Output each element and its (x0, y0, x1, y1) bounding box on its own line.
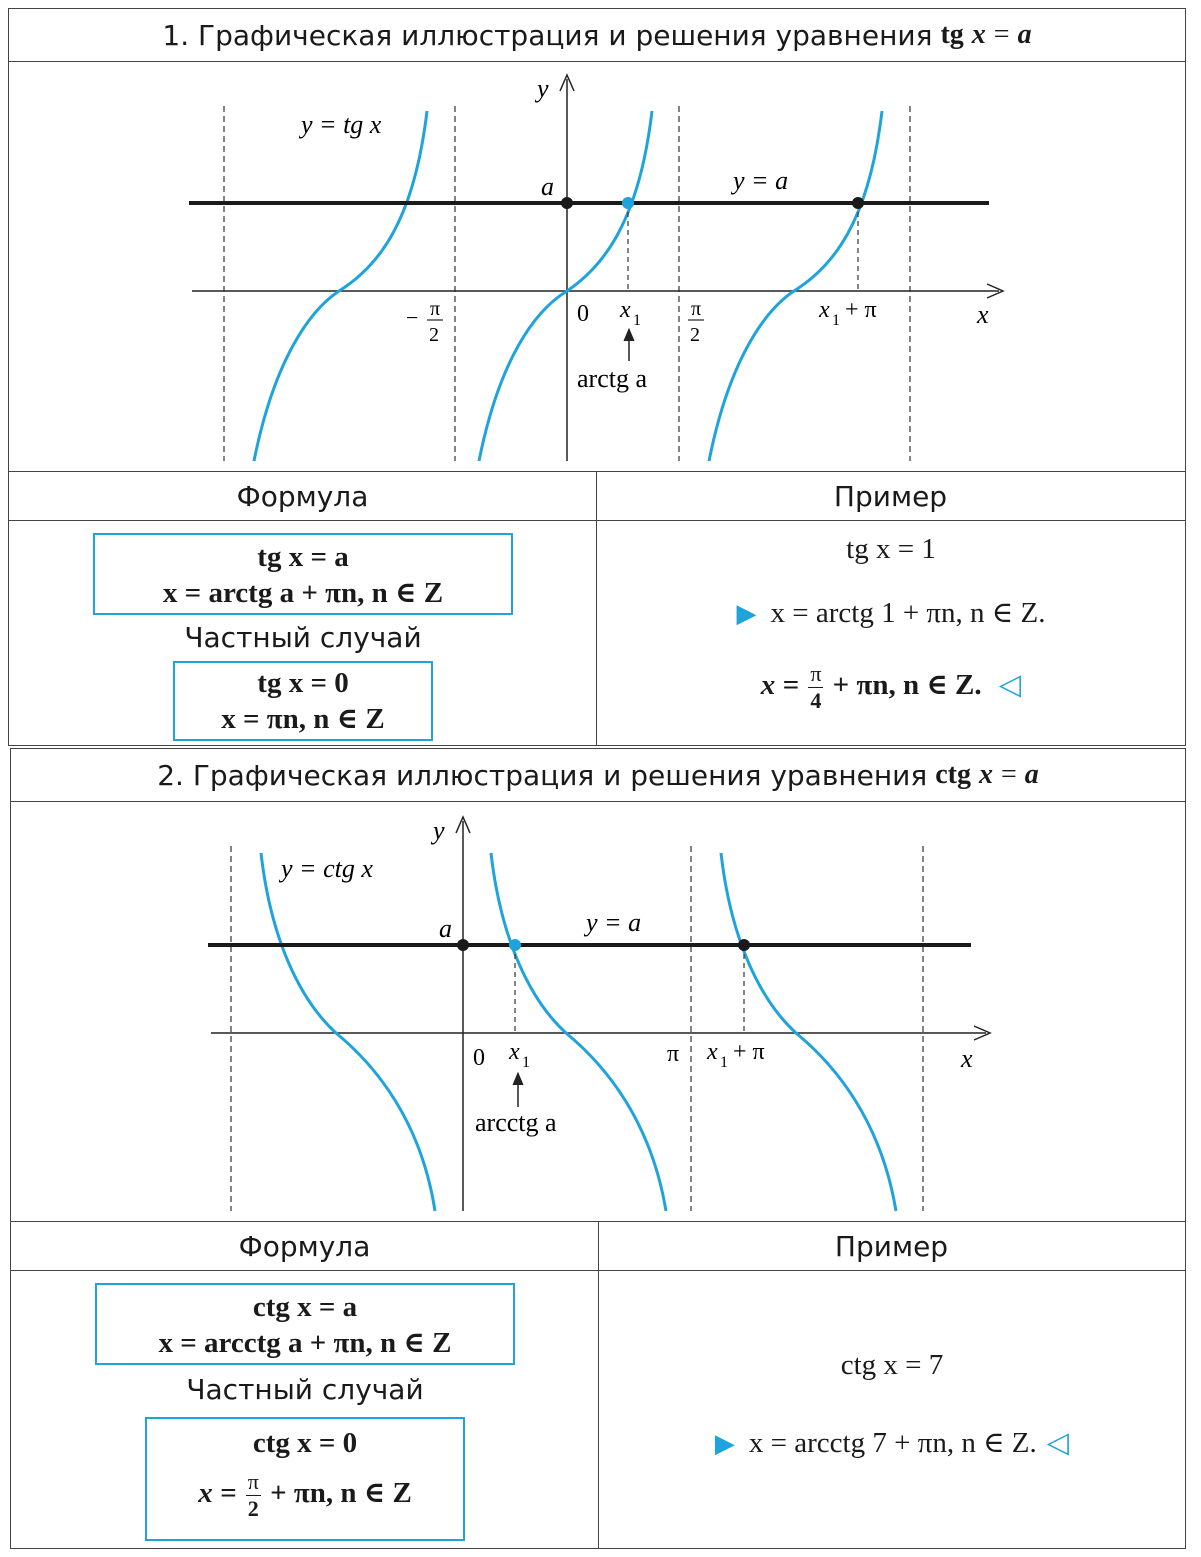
x-axis-label: x (961, 1044, 973, 1073)
pi-numerator: π (691, 298, 702, 320)
title-parameter: a (1024, 759, 1039, 790)
point-a (561, 197, 573, 209)
arctg-label: arctg a (577, 364, 648, 393)
tangent-curve-branch (254, 111, 427, 461)
x1-pi-rest: + π (845, 297, 877, 323)
y-axis-label: y (537, 74, 549, 103)
formula-solution: x = arcctg a + πn, n ∈ Z (158, 1327, 452, 1359)
pi-over-two (246, 1469, 261, 1522)
example-solution-text: x = arcctg 7 + πn, n ∈ Z. (748, 1427, 1037, 1459)
final-x: x = (760, 669, 800, 702)
special-case-box-tangent (173, 661, 433, 741)
example-solution-text: x = arctg 1 + πn, n ∈ Z. (770, 597, 1046, 629)
example-equation: ctg x = 7 (840, 1349, 944, 1381)
section-cotangent (10, 748, 1186, 1549)
fraction-numerator: π (247, 1469, 259, 1494)
x1-label: x (620, 297, 631, 323)
formula-equation: ctg x = a (252, 1291, 358, 1323)
x1-pi-x: x (707, 1039, 718, 1065)
line-label: y = a (586, 908, 642, 937)
fraction-denominator: 4 (810, 688, 822, 713)
title-equals: = (1000, 759, 1017, 790)
x1-label: x (509, 1039, 520, 1065)
fraction-denominator: 2 (247, 1496, 259, 1521)
title-function: tg (940, 19, 964, 50)
special-case-label: Частный случай (184, 621, 422, 654)
special-x: x = (198, 1477, 237, 1510)
x1-subscript: 1 (633, 312, 641, 329)
table-header-tangent (9, 471, 1185, 521)
title-equals: = (993, 19, 1010, 50)
x1-pi-subscript: 1 (720, 1054, 728, 1071)
formula-header: Формула (238, 1229, 371, 1263)
x1-pi-subscript: 1 (832, 312, 840, 329)
line-label: y = a (733, 166, 789, 195)
title-variable: x (978, 759, 993, 790)
tangent-curve-branch (479, 111, 652, 461)
cotangent-curve-branch (721, 853, 896, 1211)
title-text: 1. Графическая иллюстрация и решения уравнения (162, 18, 933, 52)
a-label: a (439, 914, 452, 943)
special-equation: tg x = 0 (257, 667, 349, 699)
pi-numerator: π (430, 298, 441, 320)
section-tangent (8, 8, 1186, 746)
special-solution: x = πn, n ∈ Z (221, 703, 385, 735)
section-title-tangent (9, 9, 1185, 62)
point-x1 (622, 197, 634, 209)
a-label: a (541, 172, 554, 201)
formula-equation: tg x = a (257, 541, 349, 573)
example-solution (597, 595, 1185, 630)
column-divider (598, 1221, 599, 1549)
formula-header: Формула (236, 479, 369, 513)
point-x1-plus-pi (852, 197, 864, 209)
point-a (457, 939, 469, 951)
arcctg-arrow-head (513, 1073, 523, 1085)
solution-marker-icon: ▶ (714, 1429, 735, 1458)
final-rest: + πn, n ∈ Z. (832, 669, 982, 702)
title-text: 2. Графическая иллюстрация и решения уравнения (157, 758, 928, 792)
title-parameter: a (1017, 19, 1032, 50)
title-function: ctg (935, 759, 971, 790)
x1-subscript: 1 (522, 1054, 530, 1071)
pi-label: π (667, 1041, 680, 1067)
formula-box-cotangent (95, 1283, 515, 1365)
point-x1-plus-pi (738, 939, 750, 951)
example-header: Пример (834, 1229, 949, 1263)
curve-label: y = tg x (301, 110, 382, 139)
cotangent-curve-branch (491, 853, 666, 1211)
special-case-label: Частный случай (186, 1373, 424, 1406)
section-title-cotangent (11, 749, 1185, 802)
example-equation: tg x = 1 (846, 533, 936, 565)
special-solution (147, 1469, 463, 1522)
tangent-curve-branch (709, 111, 882, 461)
curve-label: y = ctg x (281, 854, 373, 883)
special-equation: ctg x = 0 (252, 1427, 358, 1459)
x1-pi-x: x (819, 297, 830, 323)
zero-label: 0 (577, 301, 589, 327)
special-rest: + πn, n ∈ Z (270, 1477, 412, 1510)
cotangent-graph (11, 801, 1184, 1221)
formula-box-tangent (93, 533, 513, 615)
example-header: Пример (833, 479, 948, 513)
minus-sign: − (406, 305, 419, 330)
example-solution (599, 1425, 1185, 1460)
formula-solution: x = arctg a + πn, n ∈ Z (162, 577, 444, 609)
two-denominator: 2 (690, 324, 700, 346)
two-denominator: 2 (429, 324, 439, 346)
y-axis-label: y (433, 816, 445, 845)
x1-pi-rest: + π (733, 1039, 765, 1065)
title-variable: x (971, 19, 986, 50)
x-axis-label: x (977, 300, 989, 329)
pi-over-four (808, 661, 823, 714)
arctg-arrow-head (624, 329, 634, 341)
fraction-numerator: π (810, 661, 822, 686)
solution-marker-icon: ▶ (736, 599, 757, 628)
arcctg-label: arcctg a (475, 1108, 557, 1137)
end-marker-icon: ◁ (998, 669, 1022, 702)
point-x1 (509, 939, 521, 951)
cotangent-curve-branch (261, 853, 435, 1211)
example-final (597, 661, 1185, 714)
zero-label: 0 (473, 1045, 485, 1071)
end-marker-icon: ◁ (1046, 1427, 1070, 1459)
special-case-box-cotangent (145, 1417, 465, 1541)
tangent-graph (9, 61, 1184, 471)
